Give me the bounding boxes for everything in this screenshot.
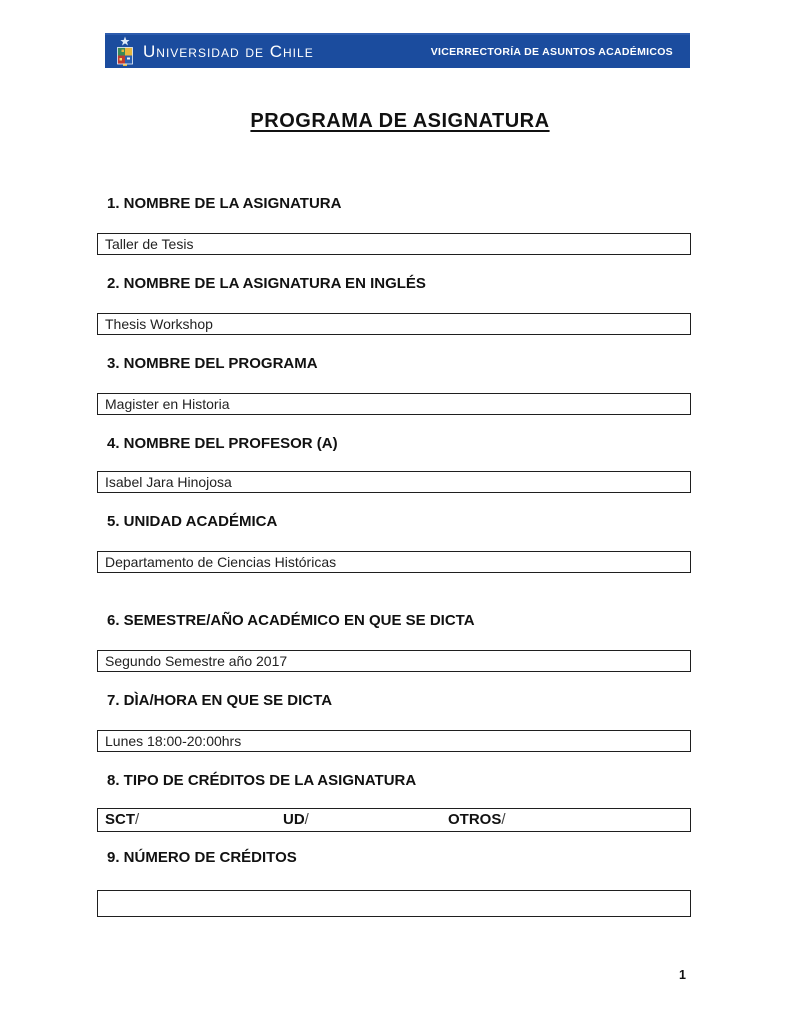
credit-type-sct-label: SCT xyxy=(105,811,135,828)
section-3-label: 3. NOMBRE DEL PROGRAMA xyxy=(107,355,318,372)
credit-type-otros xyxy=(448,809,506,830)
field-semestre[interactable] xyxy=(97,650,691,672)
field-nombre-profesor[interactable] xyxy=(97,471,691,493)
field-nombre-programa[interactable] xyxy=(97,393,691,415)
page-number: 1 xyxy=(679,968,686,982)
university-crest-icon xyxy=(116,36,134,67)
header-banner xyxy=(105,33,690,68)
field-dia-hora-value: Lunes 18:00-20:00hrs xyxy=(105,733,242,749)
credit-type-otros-label: OTROS xyxy=(448,811,502,828)
credit-type-sct-slash: / xyxy=(135,811,140,828)
section-7-label: 7. DÌA/HORA EN QUE SE DICTA xyxy=(107,692,333,709)
section-1-label: 1. NOMBRE DE LA ASIGNATURA xyxy=(107,195,342,212)
field-tipo-creditos[interactable] xyxy=(97,808,691,832)
field-nombre-asignatura[interactable] xyxy=(97,233,691,255)
university-name: Universidad de Chile xyxy=(143,41,314,61)
credit-type-sct xyxy=(105,809,139,830)
credit-type-ud-label: UD xyxy=(283,811,305,828)
field-nombre-ingles-value: Thesis Workshop xyxy=(105,316,213,332)
section-2-label: 2. NOMBRE DE LA ASIGNATURA EN INGLÉS xyxy=(107,275,426,292)
field-numero-creditos[interactable] xyxy=(97,890,691,917)
field-dia-hora[interactable] xyxy=(97,730,691,752)
field-semestre-value: Segundo Semestre año 2017 xyxy=(105,653,288,669)
field-unidad-academica-value: Departamento de Ciencias Históricas xyxy=(105,554,337,570)
section-5-label: 5. UNIDAD ACADÉMICA xyxy=(107,513,278,530)
field-nombre-asignatura-value: Taller de Tesis xyxy=(105,236,194,252)
credit-type-ud-slash: / xyxy=(304,811,309,828)
section-9-label: 9. NÚMERO DE CRÉDITOS xyxy=(107,849,297,866)
credit-type-ud xyxy=(283,809,309,830)
credit-type-otros-slash: / xyxy=(501,811,506,828)
section-6-label: 6. SEMESTRE/AÑO ACADÉMICO EN QUE SE DICTA xyxy=(107,612,475,629)
field-nombre-ingles[interactable] xyxy=(97,313,691,335)
field-nombre-profesor-value: Isabel Jara Hinojosa xyxy=(105,474,232,490)
field-unidad-academica[interactable] xyxy=(97,551,691,573)
field-nombre-programa-value: Magister en Historia xyxy=(105,396,230,412)
document-title: PROGRAMA DE ASIGNATURA xyxy=(250,110,550,132)
section-4-label: 4. NOMBRE DEL PROFESOR (A) xyxy=(107,435,338,452)
section-8-label: 8. TIPO DE CRÉDITOS DE LA ASIGNATURA xyxy=(107,772,417,789)
vicerrectoria-label: VICERRECTORÍA DE ASUNTOS ACADÉMICOS xyxy=(430,45,673,58)
